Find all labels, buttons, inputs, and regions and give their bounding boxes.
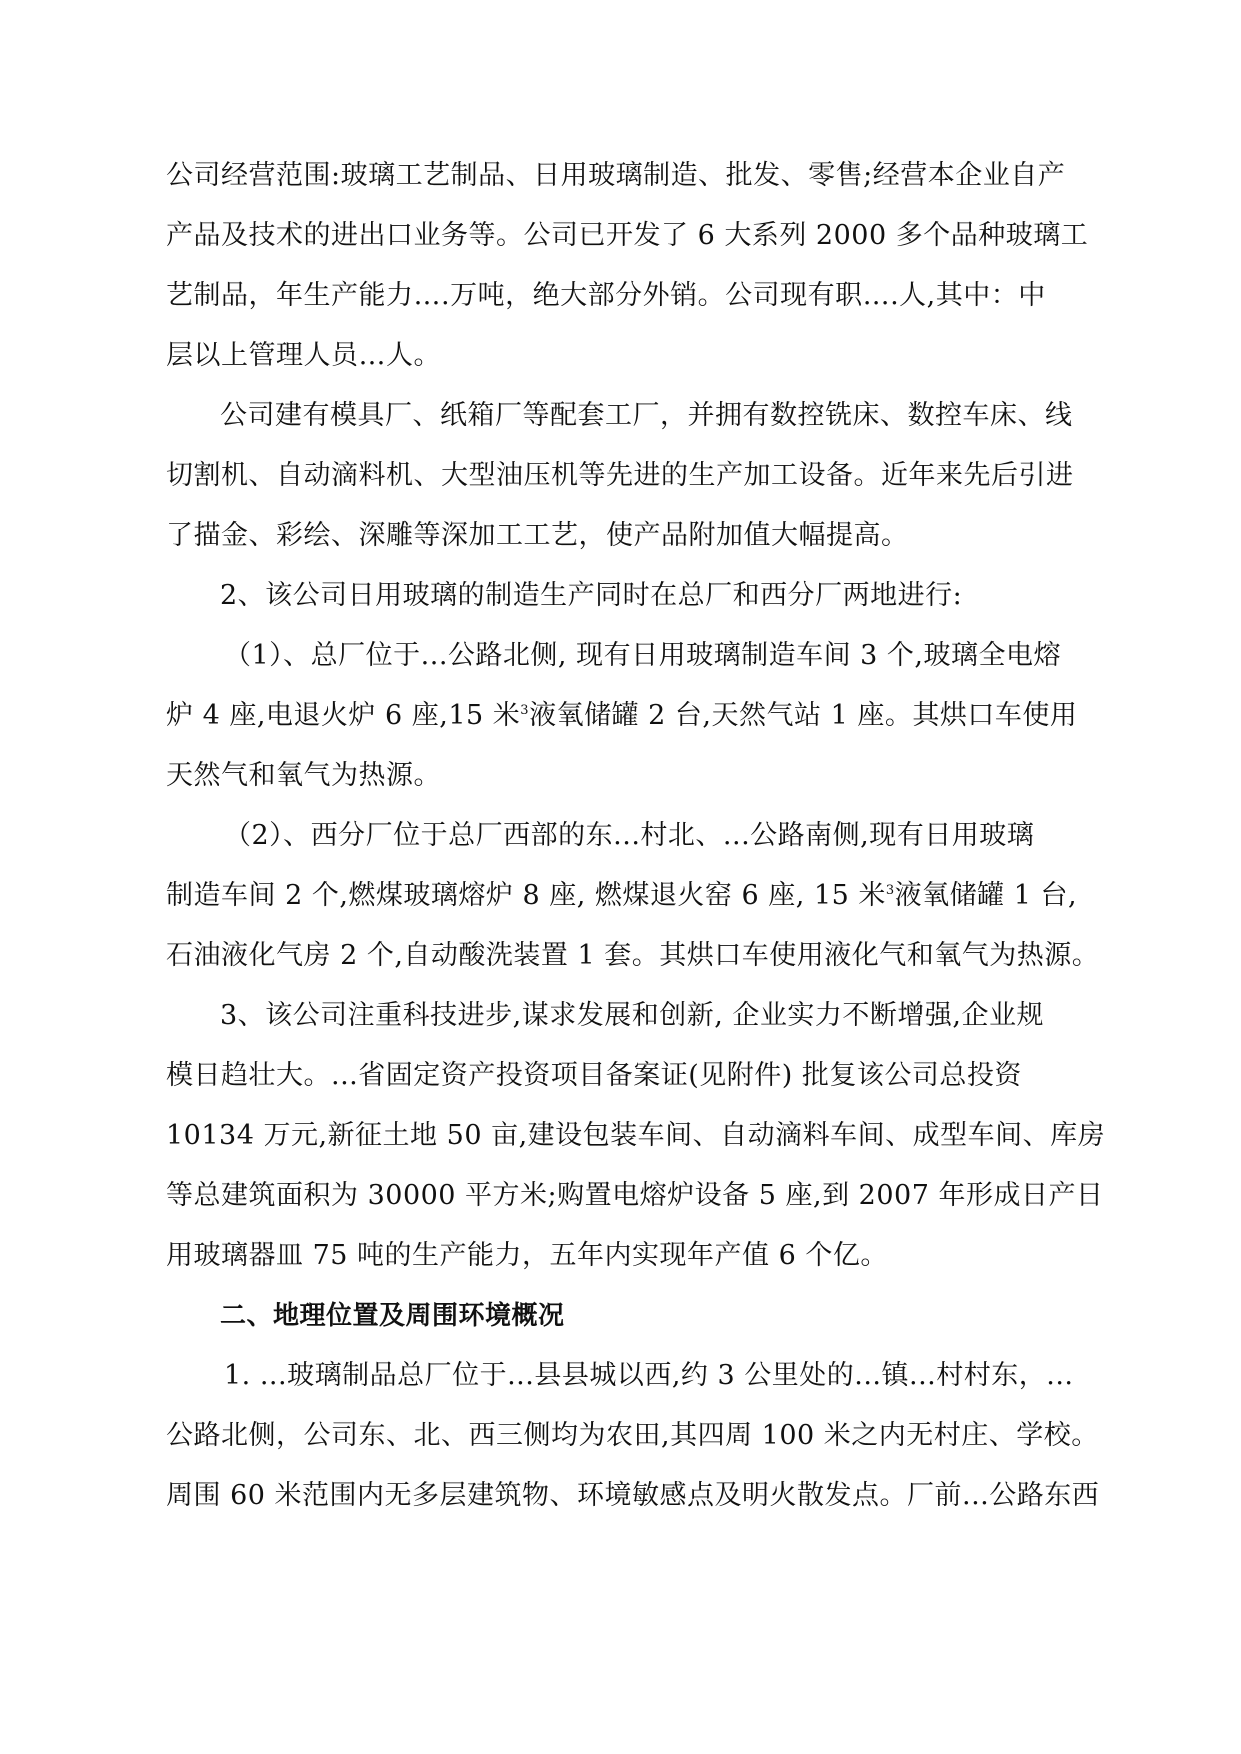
text-line [166, 878, 1077, 914]
text-line: 10134 万元,新征土地 50 亩,建设包装车间、自动滴料车间、成型车间、库房 [166, 1120, 1106, 1151]
text-line: 公司经营范围:玻璃工艺制品、日用玻璃制造、批发、零售;经营本企业自产 [166, 160, 1066, 191]
text-line: （2）、西分厂位于总厂西部的东...村北、...公路南侧,现有日用玻璃 [224, 820, 1035, 851]
section-heading: 二、地理位置及周围环境概况 [220, 1301, 565, 1331]
text-line: 层以上管理人员…人。 [166, 340, 441, 371]
text-line: 2、该公司日用玻璃的制造生产同时在总厂和西分厂两地进行: [220, 580, 963, 611]
text-line: （1）、总厂位于...公路北侧, 现有日用玻璃制造车间 3 个,玻璃全电熔 [224, 640, 1062, 671]
text-segment: 制造车间 2 个,燃煤玻璃熔炉 8 座, 燃煤退火窑 6 座, 15 米 [166, 880, 886, 911]
superscript-3: 3 [520, 703, 530, 718]
text-line: 模日趋壮大。...省固定资产投资项目备案证(见附件) 批复该公司总投资 [166, 1060, 1022, 1091]
text-line: 公路北侧，公司东、北、西三侧均为农田,其四周 100 米之内无村庄、学校。 [166, 1420, 1099, 1451]
superscript-3: 3 [885, 883, 895, 898]
text-segment: 炉 4 座,电退火炉 6 座,15 米 [166, 700, 521, 731]
text-line: 产品及技术的进出口业务等。公司已开发了 6 大系列 2000 多个品种玻璃工 [166, 220, 1089, 251]
text-line: 天然气和氧气为热源。 [166, 760, 441, 791]
text-line: 3、该公司注重科技进步,谋求发展和创新, 企业实力不断增强,企业规 [220, 1000, 1045, 1031]
text-line: 艺制品，年生产能力….万吨，绝大部分外销。公司现有职….人,其中：中 [166, 280, 1046, 311]
text-line: 用玻璃器皿 75 吨的生产能力，五年内实现年产值 6 个亿。 [166, 1240, 888, 1271]
text-line: 石油液化气房 2 个,自动酸洗装置 1 套。其烘口车使用液化气和氧气为热源。 [166, 940, 1100, 971]
text-line [166, 698, 1077, 734]
text-line: 周围 60 米范围内无多层建筑物、环境敏感点及明火散发点。厂前...公路东西 [166, 1480, 1100, 1511]
text-line: 1. ...玻璃制品总厂位于...县县城以西,约 3 公里处的...镇...村村东，... [224, 1360, 1074, 1391]
text-line: 了描金、彩绘、深雕等深加工工艺，使产品附加值大幅提高。 [166, 520, 909, 551]
text-line: 公司建有模具厂、纸箱厂等配套工厂，并拥有数控铣床、数控车床、线 [220, 400, 1073, 431]
text-line: 等总建筑面积为 30000 平方米;购置电熔炉设备 5 座,到 2007 年形成日产日 [166, 1180, 1104, 1211]
text-line: 切割机、自动滴料机、大型油压机等先进的生产加工设备。近年来先后引进 [166, 460, 1074, 491]
text-segment: 液氧储罐 2 台,天然气站 1 座。其烘口车使用 [529, 700, 1078, 731]
text-segment: 液氧储罐 1 台, [894, 880, 1078, 911]
